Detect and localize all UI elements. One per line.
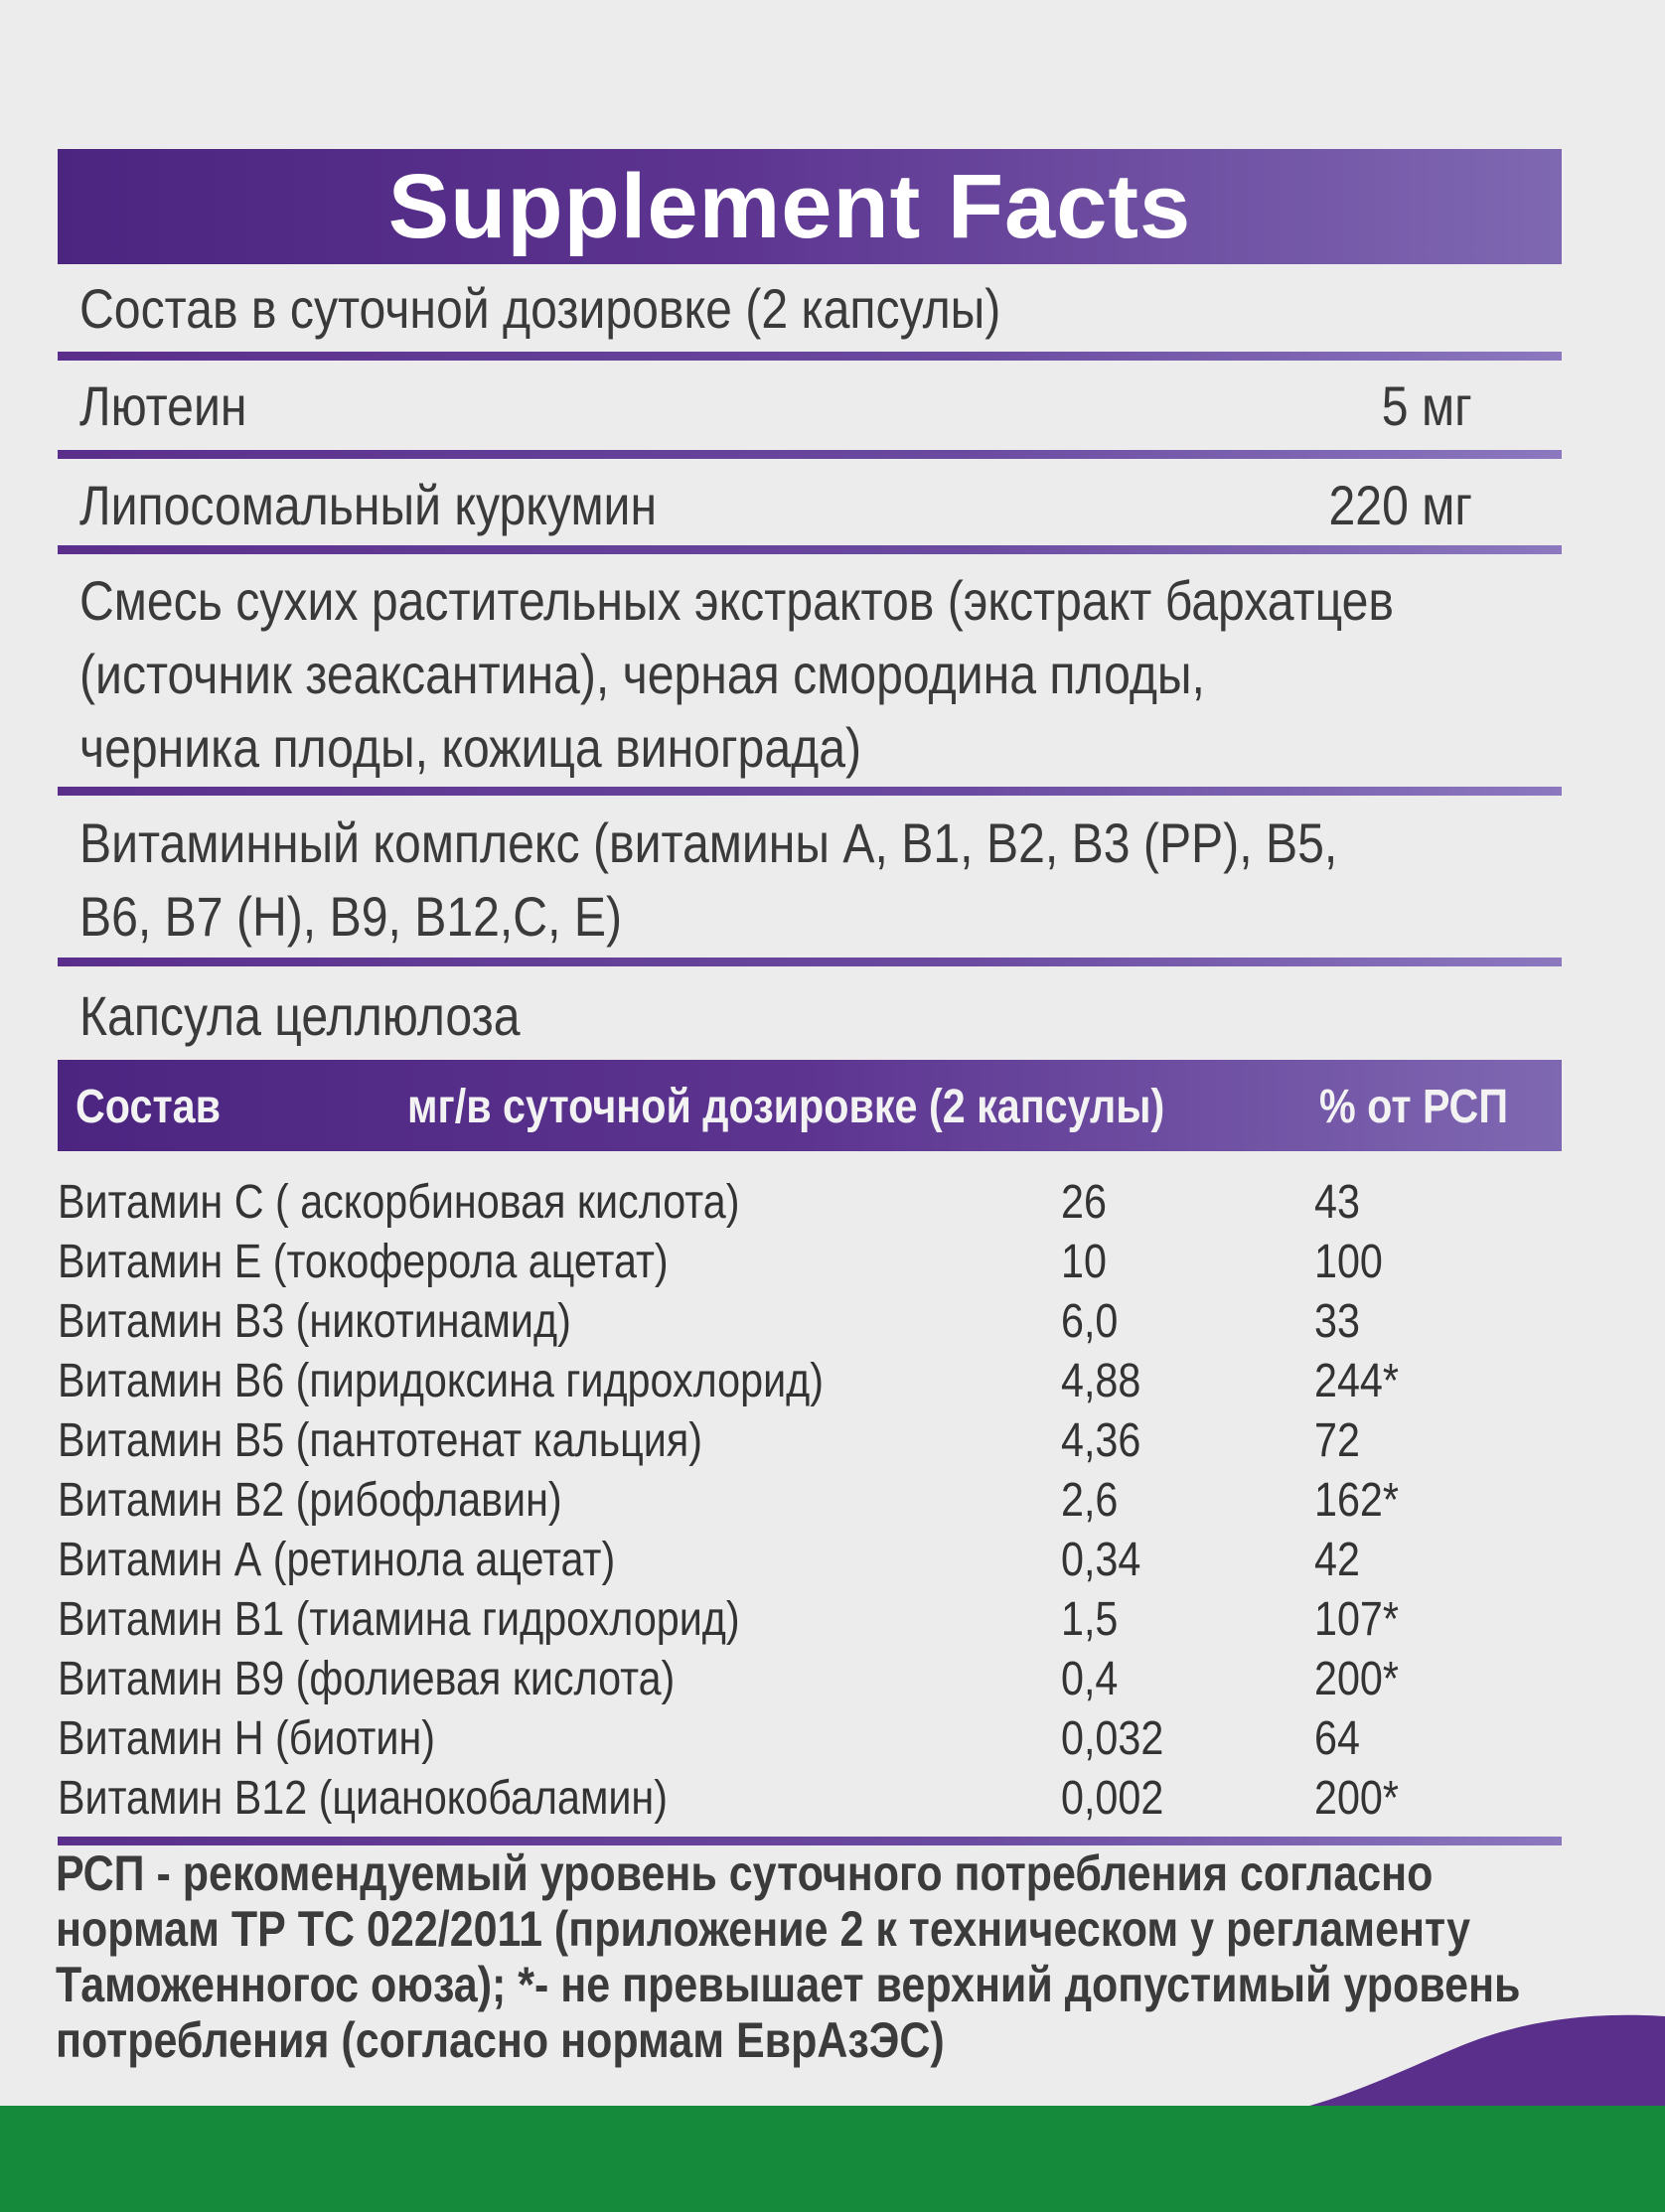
table-row bbox=[0, 1771, 1665, 1831]
vitamin-name: Витамин Н (биотин) bbox=[58, 1712, 435, 1765]
vitamin-name: Витамин В3 (никотинамид) bbox=[58, 1295, 571, 1348]
vitamin-value: 10 bbox=[1061, 1236, 1107, 1288]
vitamin-name: Витамин В5 (пантотенат кальция) bbox=[58, 1414, 702, 1467]
header-percent: % от РСП bbox=[1319, 1081, 1509, 1133]
vitamin-name: Витамин В6 (пиридоксина гидрохлорид) bbox=[58, 1355, 824, 1407]
vitamin-table-header bbox=[58, 1060, 1562, 1151]
vitamin-name: Витамин В2 (рибофлавин) bbox=[58, 1474, 562, 1527]
table-row bbox=[0, 1592, 1665, 1652]
vitamin-value: 1,5 bbox=[1061, 1593, 1119, 1646]
ingredient-amount: 5 мг bbox=[1382, 374, 1472, 437]
vitamin-value: 2,6 bbox=[1061, 1474, 1119, 1527]
vitamin-value: 6,0 bbox=[1061, 1295, 1119, 1348]
table-row bbox=[0, 1294, 1665, 1354]
vitamin-name: Витамин В1 (тиамина гидрохлорид) bbox=[58, 1593, 740, 1646]
footnote-line: нормам ТР ТС 022/2011 (приложение 2 к техническом у регламенту bbox=[56, 1901, 1471, 1957]
vitamin-value: 26 bbox=[1061, 1176, 1107, 1229]
divider bbox=[58, 1837, 1562, 1845]
plant-extracts-text bbox=[79, 564, 1394, 785]
vitamin-value: 0,34 bbox=[1061, 1534, 1141, 1586]
vitamin-value: 0,002 bbox=[1061, 1772, 1164, 1825]
vitamin-name: Витамин В12 (цианокобаламин) bbox=[58, 1772, 668, 1825]
table-row bbox=[0, 1652, 1665, 1711]
table-row bbox=[0, 1533, 1665, 1592]
plant-extracts-line: Смесь сухих растительных экстрактов (экстракт бархатцев bbox=[79, 569, 1394, 632]
vitamin-percent: 43 bbox=[1314, 1176, 1360, 1229]
page-title: Supplement Facts bbox=[387, 155, 1192, 257]
vitamin-value: 0,4 bbox=[1061, 1653, 1119, 1705]
ingredient-name: Лютеин bbox=[79, 374, 247, 437]
title-banner bbox=[58, 149, 1562, 264]
footnote-line: потребления (согласно нормам ЕврАзЭС) bbox=[56, 2012, 945, 2068]
vitamin-value: 4,36 bbox=[1061, 1414, 1141, 1467]
table-row bbox=[0, 1711, 1665, 1771]
footnote-line: РСП - рекомендуемый уровень суточного потребления согласно bbox=[56, 1845, 1434, 1901]
vitamin-name: Витамин В9 (фолиевая кислота) bbox=[58, 1653, 676, 1705]
table-row bbox=[0, 1413, 1665, 1473]
table-row bbox=[0, 1473, 1665, 1533]
divider bbox=[58, 787, 1562, 796]
vitamin-percent: 33 bbox=[1314, 1295, 1360, 1348]
capsule-text: Капсула целлюлоза bbox=[79, 984, 521, 1047]
header-dosage: мг/в суточной дозировке (2 капсулы) bbox=[407, 1081, 1165, 1133]
divider bbox=[58, 545, 1562, 554]
decorative-wave bbox=[1291, 1977, 1665, 2111]
vitamin-complex-text bbox=[79, 807, 1337, 954]
vitamin-value: 0,032 bbox=[1061, 1712, 1164, 1765]
vitamin-percent: 200* bbox=[1314, 1653, 1399, 1705]
divider bbox=[58, 352, 1562, 361]
vitamin-percent: 107* bbox=[1314, 1593, 1399, 1646]
vitamin-percent: 100 bbox=[1314, 1236, 1383, 1288]
plant-extracts-line: черника плоды, кожица винограда) bbox=[79, 716, 862, 779]
table-row bbox=[0, 1235, 1665, 1294]
ingredient-name: Липосомальный куркумин bbox=[79, 474, 658, 536]
table-row bbox=[0, 1354, 1665, 1413]
divider bbox=[58, 450, 1562, 459]
vitamin-name: Витамин Е (токоферола ацетат) bbox=[58, 1236, 669, 1288]
vitamin-complex-line: Витаминный комплекс (витамины А, В1, В2, В3 (PP), В5, bbox=[79, 811, 1338, 874]
vitamin-percent: 162* bbox=[1314, 1474, 1399, 1527]
vitamin-name: Витамин А (ретинола ацетат) bbox=[58, 1534, 616, 1586]
divider bbox=[58, 958, 1562, 966]
vitamin-percent: 42 bbox=[1314, 1534, 1360, 1586]
green-bottom-band bbox=[0, 2106, 1665, 2212]
vitamin-value: 4,88 bbox=[1061, 1355, 1141, 1407]
vitamin-complex-line: В6, В7 (Н), В9, В12,С, Е) bbox=[79, 885, 623, 948]
vitamin-percent: 244* bbox=[1314, 1355, 1399, 1407]
composition-header: Состав в суточной дозировке (2 капсулы) bbox=[79, 277, 1001, 340]
header-composition: Состав bbox=[76, 1081, 221, 1133]
footnote-line: Таможенногос оюза); *- не превышает верхний допустимый уровень bbox=[56, 1957, 1521, 2012]
ingredient-amount: 220 мг bbox=[1328, 474, 1472, 536]
vitamin-percent: 200* bbox=[1314, 1772, 1399, 1825]
vitamin-percent: 72 bbox=[1314, 1414, 1360, 1467]
plant-extracts-line: (источник зеаксантина), черная смородина плоды, bbox=[79, 643, 1205, 705]
vitamin-percent: 64 bbox=[1314, 1712, 1360, 1765]
vitamin-name: Витамин С ( аскорбиновая кислота) bbox=[58, 1176, 740, 1229]
table-row bbox=[0, 1175, 1665, 1235]
